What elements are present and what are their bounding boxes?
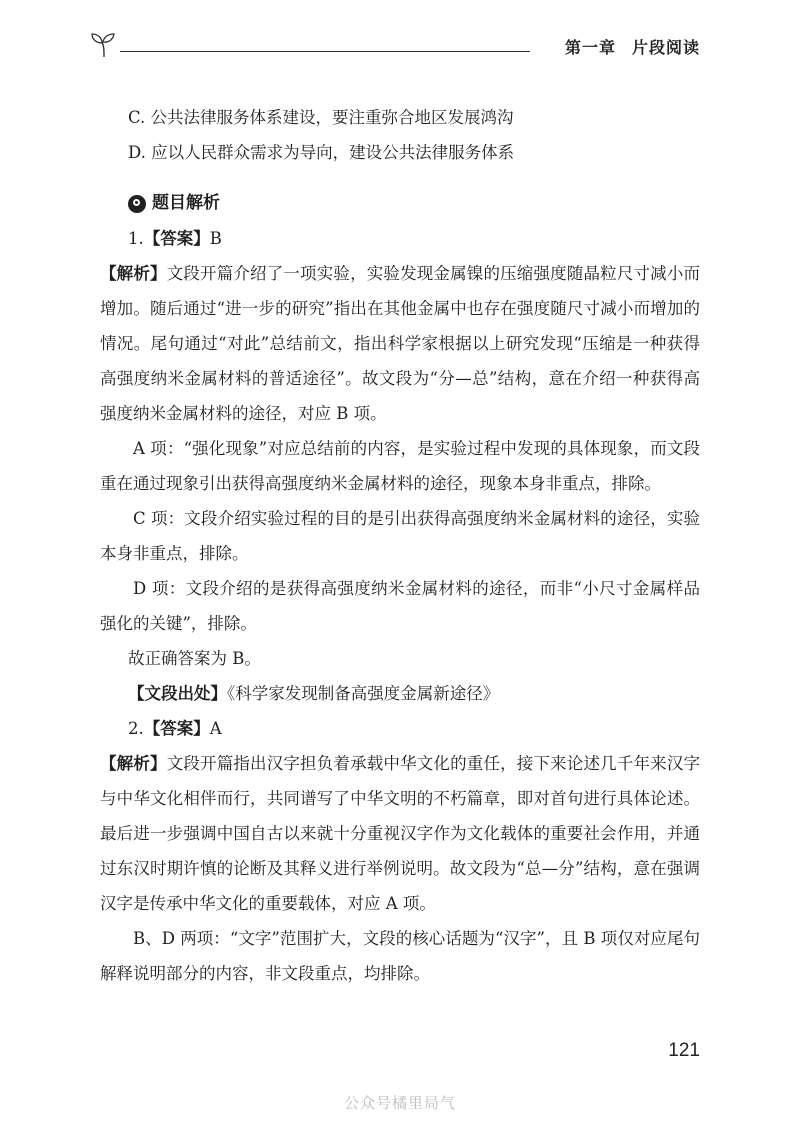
q1-option-a: A 项：“强化现象”对应总结前的内容，是实验过程中发现的具体现象，而文段重在通过现象引出获得高强度纳米金属材料的途径，现象本身非重点，排除。 [100, 439, 700, 493]
q1-analysis-tag: 【解析】 [100, 264, 167, 283]
q2-answer-tag: 【答案】 [143, 719, 210, 738]
q1-option-d: D 项：文段介绍的是获得高强度纳米金属材料的途径，而非“小尺寸金属样品强化的关键”，排除。 [100, 579, 700, 633]
watermark: 公众号橘里局气 [343, 1094, 456, 1112]
option-c: C. 公共法律服务体系建设，要注重弥合地区发展鸿沟 [128, 108, 514, 127]
analysis-title: 题目解析 [152, 193, 220, 213]
q1-answer [128, 221, 700, 256]
chapter-label: 第一章 [564, 38, 616, 57]
q1-number: 1. [128, 229, 144, 248]
q1-source-tag: 【文段出处】 [128, 684, 227, 703]
page-header [90, 30, 700, 64]
page-body [100, 100, 701, 991]
q2-analysis [100, 746, 700, 921]
q1-analysis-text: 文段开篇介绍了一项实验，实验发现金属镍的压缩强度随晶粒尺寸减小而增加。随后通过“进一步的研究”指出在其他金属中也存在强度随尺寸减小而增加的情况。尾句通过“对此”总结前文，指出科学家根据以上研究发现“压缩是一种获得高强度纳米金属材料的普适途径”。故文段为“分—总”结构，意在介绍一种获得高强度纳米金属材料的途径，对应 B 项。 [100, 264, 701, 423]
q2-answer [128, 711, 700, 746]
q2-option-bd: B、D 两项：“文字”范围扩大，文段的核心话题为“汉字”，且 B 项仅对应尾句解释说明部分的内容，非文段重点，均排除。 [100, 929, 700, 983]
page-number: 121 [668, 1040, 700, 1061]
q1-analysis [100, 256, 700, 431]
q1-option-c: C 项：文段介绍实验过程的目的是引出获得高强度纳米金属材料的途径，实验本身非重点，排除。 [100, 509, 700, 563]
header-rule [120, 51, 530, 52]
q1-source-text: 《科学家发现制备高强度金属新途径》 [227, 684, 500, 703]
chapter-title [549, 35, 700, 58]
q2-number: 2. [128, 719, 144, 738]
option-d: D. 应以人民群众需求为导向，建设公共法律服务体系 [128, 143, 515, 162]
q1-answer-value: B [209, 229, 222, 248]
analysis-heading [128, 186, 700, 221]
q2-answer-value: A [209, 719, 222, 738]
q2-analysis-text: 文段开篇指出汉字担负着承载中华文化的重任，接下来论述几千年来汉字与中华文化相伴而行，共同谱写了中华文明的不朽篇章，即对首句进行具体论述。最后进一步强调中国自古以来就十分重视汉字作为文化载体的重要社会作用，并通过东汉时期许慎的论断及其释义进行举例说明。故文段为“总—分”结构，意在强调汉字是传承中华文化的重要载体，对应 A 项。 [100, 754, 701, 913]
q1-source [128, 676, 700, 711]
q1-answer-tag: 【答案】 [143, 229, 210, 248]
sprout-icon [90, 30, 128, 60]
q1-conclusion: 故正确答案为 B。 [128, 649, 261, 668]
analysis-icon [128, 195, 146, 213]
section-label: 片段阅读 [631, 38, 700, 57]
q2-analysis-tag: 【解析】 [100, 754, 167, 773]
